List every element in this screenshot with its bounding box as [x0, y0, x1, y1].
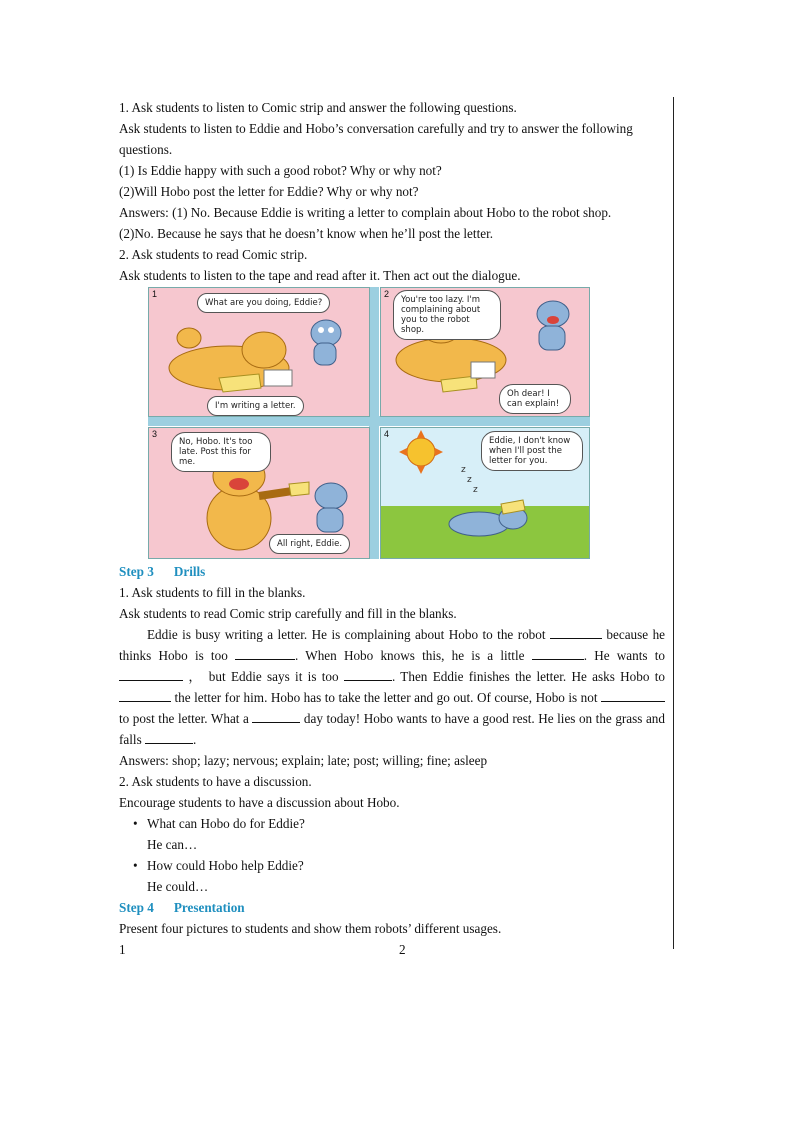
bullet-icon: • — [133, 858, 138, 873]
panel-number: 3 — [152, 429, 158, 439]
page-number-right: 2 — [399, 942, 406, 957]
paragraph-text: ， but Eddie says it is too — [188, 669, 339, 684]
step-label: Step 3 — [119, 564, 154, 579]
comic-panel-3 — [148, 427, 370, 559]
paragraph-text: the letter for him. Hobo has to take the letter and go out. Of course, Hobo is not — [174, 690, 598, 705]
speech-bubble: You're too lazy. I'm complaining about you to the robot shop. — [393, 290, 501, 340]
text-line: questions. — [119, 142, 173, 157]
answers-line: Answers: shop; lazy; nervous; explain; late; post; willing; fine; asleep — [119, 753, 488, 768]
paragraph-text: . When Hobo knows this, he is a little — [295, 648, 525, 663]
question-text: What can Hobo do for Eddie? — [147, 816, 305, 831]
answer-starter: He could… — [147, 879, 209, 894]
svg-text:z: z — [467, 475, 472, 485]
answer-blank[interactable] — [532, 647, 584, 660]
speech-bubble: All right, Eddie. — [269, 534, 350, 554]
question-text: How could Hobo help Eddie? — [147, 858, 304, 873]
text-line: (2)Will Hobo post the letter for Eddie? Why or why not? — [119, 184, 419, 199]
speech-bubble: What are you doing, Eddie? — [197, 293, 330, 313]
answer-blank[interactable] — [235, 647, 295, 660]
comic-panel-2 — [380, 287, 590, 417]
step-title: Presentation — [173, 900, 245, 915]
paragraph-text: . Then Eddie finishes the letter. He asks Hobo to — [391, 669, 666, 684]
page-footer — [119, 939, 665, 960]
speech-bubble: I'm writing a letter. — [207, 396, 304, 416]
bullet-question — [119, 855, 665, 876]
text-line: Answers: (1) No. Because Eddie is writing a letter to complain about Hobo to the robot shop. — [119, 205, 612, 220]
bullet-icon: • — [133, 816, 138, 831]
text-line: 1. Ask students to listen to Comic strip and answer the following questions. — [119, 100, 517, 115]
text-line: Ask students to listen to the tape and read after it. Then act out the dialogue. — [119, 268, 521, 283]
answer-starter: He can… — [147, 837, 198, 852]
comic-strip — [148, 287, 590, 559]
fill-in-paragraph — [119, 624, 665, 750]
svg-text:z: z — [461, 465, 466, 475]
answer-blank[interactable] — [601, 689, 665, 702]
answer-blank[interactable] — [119, 668, 183, 681]
speech-bubble: Oh dear! I can explain! — [499, 384, 571, 414]
text-line: Ask students to listen to Eddie and Hobo’s conversation carefully and try to answer the following — [119, 121, 633, 136]
answer-blank[interactable] — [145, 731, 193, 744]
answer-blank[interactable] — [252, 710, 300, 723]
text-line: (1) Is Eddie happy with such a good robot? Why or why not? — [119, 163, 442, 178]
paragraph-text: to post the letter. What a — [119, 711, 249, 726]
answer-blank[interactable] — [344, 668, 392, 681]
sun-icon — [399, 430, 443, 474]
paragraph-text: Eddie is busy writing a letter. He is complaining about Hobo to the robot — [147, 627, 546, 642]
step-title: Drills — [173, 564, 206, 579]
paragraph-text: because he thinks Hobo is too — [119, 627, 666, 663]
paragraph-text: . He wants to — [583, 648, 665, 663]
text-line: Encourage students to have a discussion about Hobo. — [119, 795, 400, 810]
answer-blank[interactable] — [119, 689, 171, 702]
answer-blank[interactable] — [550, 626, 602, 639]
lesson-content — [119, 97, 665, 960]
page-number-left: 1 — [119, 942, 126, 957]
thought-bubble: Eddie, I don't know when I'll post the letter for you. — [481, 431, 583, 471]
paragraph-text: . — [193, 732, 197, 747]
comic-panel-1 — [148, 287, 370, 417]
text-line: Ask students to read Comic strip carefully and fill in the blanks. — [119, 606, 457, 621]
svg-text:z: z — [473, 485, 478, 495]
paragraph-text: day today! Hobo wants to have a good rest. He lies on the grass and falls — [119, 711, 665, 747]
panel-number: 2 — [384, 289, 390, 299]
panel-number: 4 — [384, 429, 390, 439]
comic-divider — [148, 416, 590, 426]
text-line: 2. Ask students to read Comic strip. — [119, 247, 308, 262]
text-line: Present four pictures to students and show them robots’ different usages. — [119, 921, 502, 936]
comic-panel-4 — [380, 427, 590, 559]
text-line: (2)No. Because he says that he doesn’t know when he’ll post the letter. — [119, 226, 494, 241]
speech-bubble: No, Hobo. It's too late. Post this for me. — [171, 432, 271, 472]
step-label: Step 4 — [119, 900, 154, 915]
text-line: 1. Ask students to fill in the blanks. — [119, 585, 306, 600]
bullet-question — [119, 813, 665, 834]
text-line: 2. Ask students to have a discussion. — [119, 774, 312, 789]
step-heading — [119, 561, 665, 582]
panel-number: 1 — [152, 289, 158, 299]
step-heading — [119, 897, 665, 918]
margin-rule — [673, 97, 674, 949]
